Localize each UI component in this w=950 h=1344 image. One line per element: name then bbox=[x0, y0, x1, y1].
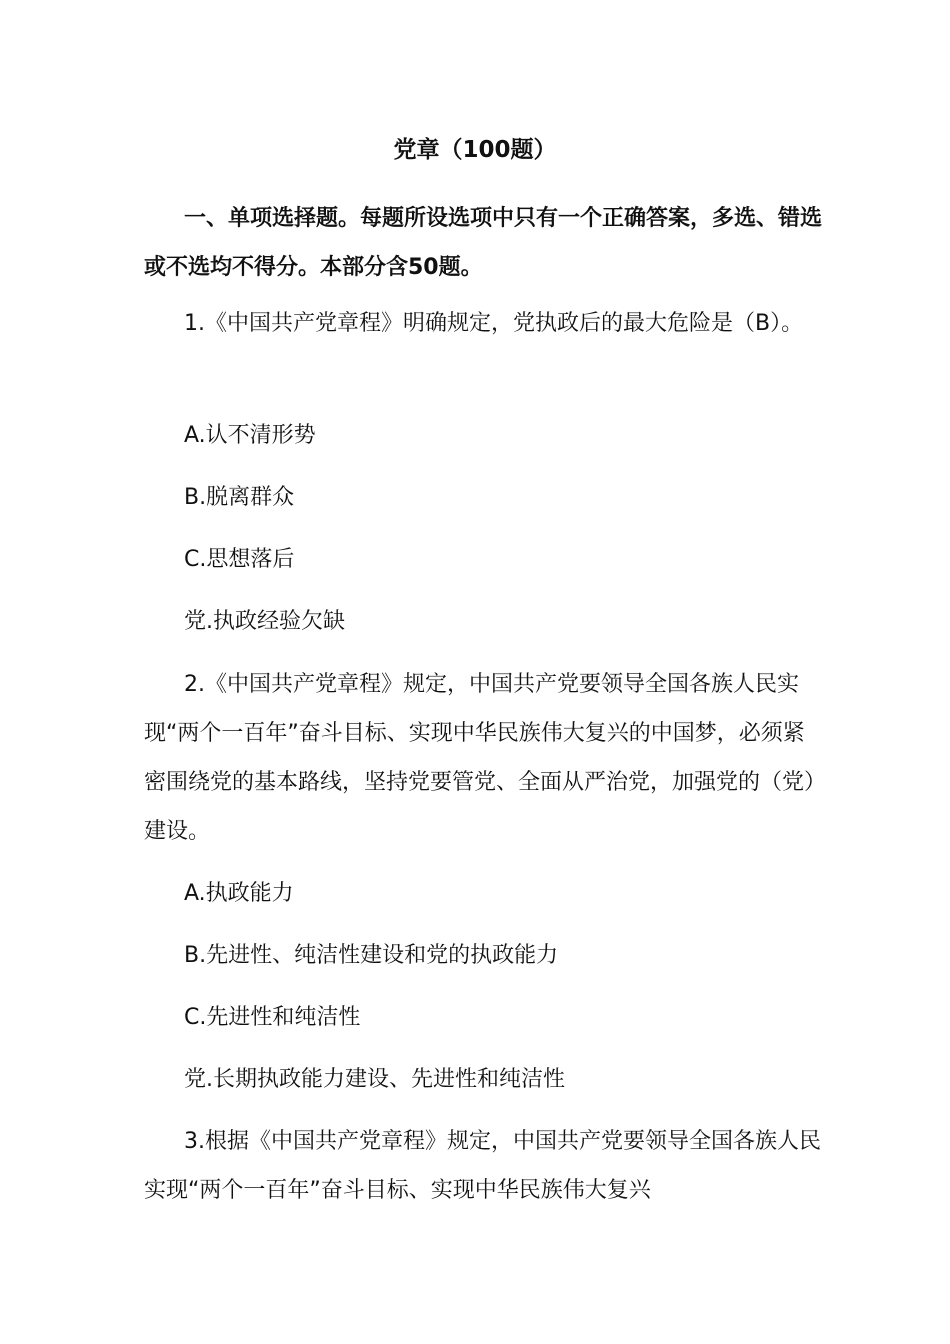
question-1-text: 1.《中国共产党章程》明确规定，党执政后的最大危险是（B）。 bbox=[184, 311, 804, 336]
question-2-option-d: 党.长期执政能力建设、先进性和纯洁性 bbox=[184, 1067, 565, 1092]
question-1-option-c: C.思想落后 bbox=[184, 547, 295, 572]
question-2-option-a: A.执政能力 bbox=[184, 881, 294, 906]
question-3-text: 3.根据《中国共产党章程》规定，中国共产党要领导全国各族人民实现“两个一百年”奋斗目标、实现中华民族伟大复兴 bbox=[144, 1129, 821, 1203]
question-2-option-b: B.先进性、纯洁性建设和党的执政能力 bbox=[184, 943, 559, 968]
section-heading: 一、单项选择题。每题所设选项中只有一个正确答案，多选、错选或不选均不得分。本部分含50题。 bbox=[144, 206, 823, 280]
question-1-option-b: B.脱离群众 bbox=[184, 485, 295, 510]
question-2-option-c: C.先进性和纯洁性 bbox=[184, 1005, 361, 1030]
document-title: 党章（100题） bbox=[393, 137, 557, 163]
question-2-text: 2.《中国共产党章程》规定，中国共产党要领导全国各族人民实现“两个一百年”奋斗目标、实现中华民族伟大复兴的中国梦，必须紧密围绕党的基本路线，坚持党要管党、全面从严治党，加强党的（党）建设。 bbox=[144, 672, 816, 844]
question-1-option-d: 党.执政经验欠缺 bbox=[184, 609, 345, 634]
question-1-option-a: A.认不清形势 bbox=[184, 423, 316, 448]
